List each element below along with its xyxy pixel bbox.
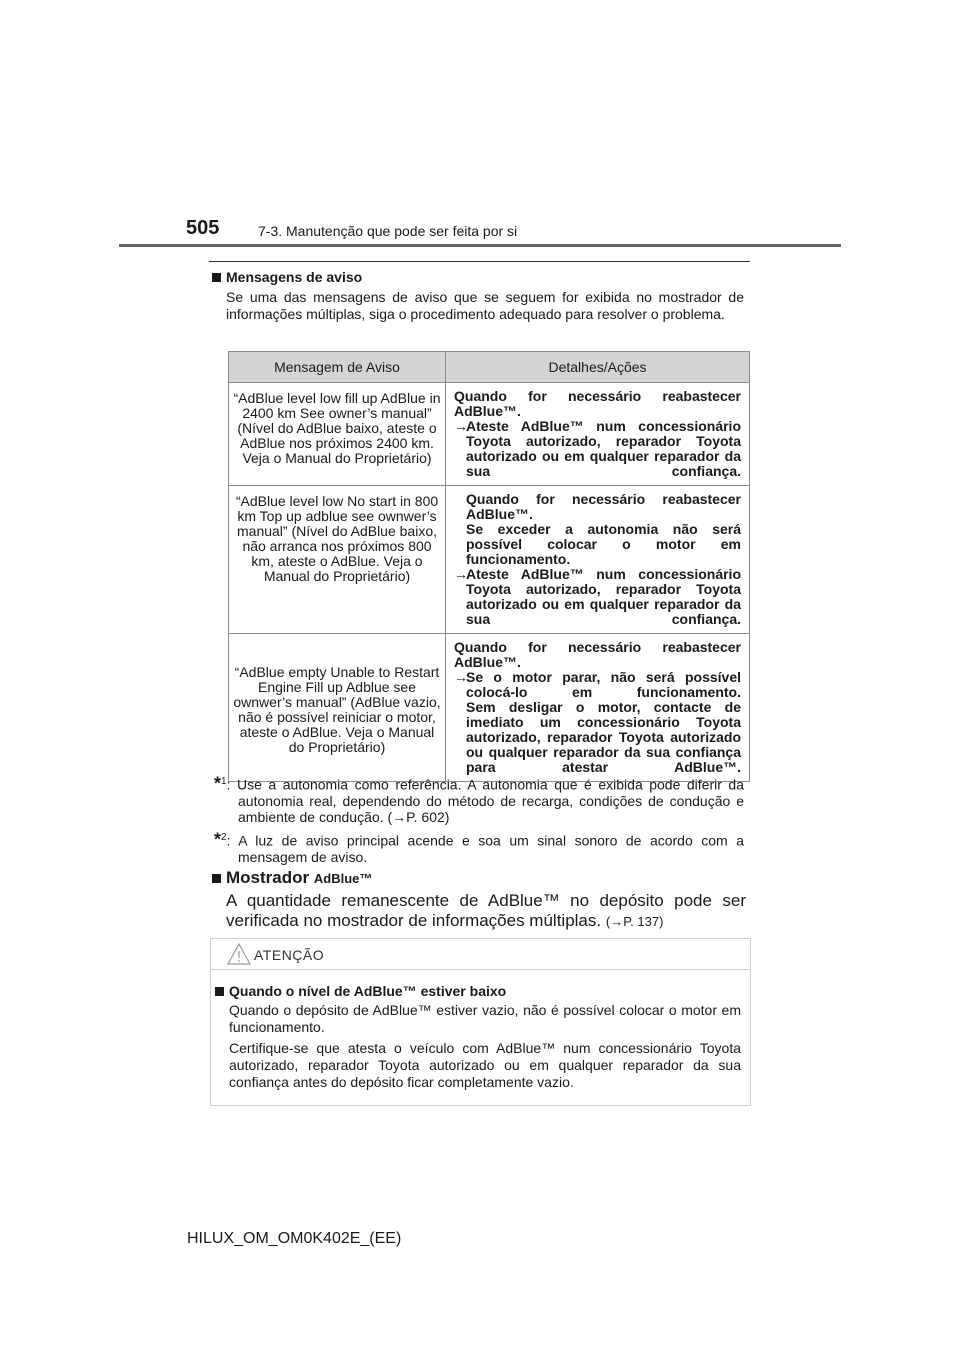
- warning-messages-intro: Se uma das mensagens de aviso que se seguem for exibida no mostrador de informações múltiplas, siga o procedimento adequado para resolver o problema.: [226, 289, 744, 322]
- table-row: [229, 634, 750, 782]
- warning-message-table: [228, 351, 750, 782]
- attention-paragraph: Quando o depósito de AdBlue™ estiver vazio, não é possível colocar o motor em funcionamento.: [229, 1002, 741, 1035]
- square-bullet-icon: [212, 273, 221, 282]
- column-header-details: Detalhes/Ações: [446, 352, 750, 383]
- warning-action-cell: Quando for necessário reabastecer AdBlue™. →Se o motor parar, não será possível colocá-lo em funcionamento. Sem desligar o motor, contacte de imediato um concessionário Toyota autorizado, reparador Toyota autorizado ou qualquer reparador da sua confiança para atestar AdBlue™.: [446, 634, 750, 782]
- page-reference-link[interactable]: (→P. 137): [605, 914, 664, 929]
- warning-action-cell: Quando for necessário reabastecer AdBlue™. Se exceder a autonomia não será possível colocar o motor em funcionamento. →Ateste AdBlue™ num concessionário Toyota autorizado, reparador Toyota autorizado ou em qualquer reparador da sua confiança.: [446, 486, 750, 634]
- attention-header: [211, 939, 750, 970]
- square-bullet-icon: [212, 874, 221, 883]
- attention-paragraph: Certifique-se que atesta o veículo com AdBlue™ num concessionário Toyota autorizado, reparador Toyota autorizado ou em qualquer reparador da sua confiança antes do depósito ficar completamente vazio.: [229, 1040, 741, 1090]
- content-divider: [209, 261, 750, 262]
- header-divider: [119, 244, 841, 247]
- table-header-row: [229, 352, 750, 383]
- warning-action-cell: Quando for necessário reabastecer AdBlue™. →Ateste AdBlue™ num concessionário Toyota autorizado, reparador Toyota autorizado ou em qualquer reparador da sua confiança.: [446, 383, 750, 486]
- warning-message-cell: “AdBlue empty Unable to Restart Engine Fill up Adblue see ownwer’s manual” (AdBlue vazio, não é possível reiniciar o motor, ateste o AdBlue. Veja o Manual do Proprietário): [229, 634, 446, 782]
- arrow-right-icon: →: [454, 566, 468, 582]
- arrow-right-icon: →: [454, 418, 468, 434]
- attention-title: ATENÇÃO: [254, 947, 325, 963]
- warning-message-cell: “AdBlue level low No start in 800 km Top up adblue see ownwer’s manual” (Nível do AdBlue baixo, não arranca nos próximos 800 km, ateste o AdBlue. Veja o Manual do Proprietário): [229, 486, 446, 634]
- warning-messages-heading: Mensagens de aviso: [212, 269, 362, 285]
- column-header-message: Mensagem de Aviso: [229, 352, 446, 383]
- adblue-display-heading: Mostrador AdBlue™: [212, 868, 372, 888]
- document-code: HILUX_OM_OM0K402E_(EE): [187, 1230, 402, 1247]
- section-title: 7-3. Manutenção que pode ser feita por si: [258, 223, 518, 239]
- footnote-2: *$^2$: A luz de aviso principal acende e soa um sinal sonoro de acordo com a mensagem de aviso.: [214, 829, 744, 865]
- warning-triangle-icon: [227, 942, 251, 966]
- warning-message-cell: “AdBlue level low fill up AdBlue in 2400 km See owner’s manual” (Nível do AdBlue baixo, ateste o AdBlue nos próximos 2400 km. Veja o Manual do Proprietário): [229, 383, 446, 486]
- square-bullet-icon: [215, 987, 224, 996]
- arrow-right-icon: →: [454, 669, 468, 685]
- page-number: 505: [186, 217, 220, 239]
- adblue-display-text: A quantidade remanescente de AdBlue™ no depósito pode ser verificada no mostrador de informações múltiplas. (→P. 137): [226, 891, 746, 930]
- attention-box: [210, 938, 751, 1106]
- table-row: [229, 486, 750, 634]
- footnote-1: *$^1$: Use a autonomia como referência. A autonomia que é exibida pode diferir da autonomia real, dependendo do método de recarga, condições de condução e ambiente de condução. (→P. 602): [214, 773, 744, 825]
- attention-subheading: Quando o nível de AdBlue™ estiver baixo: [215, 983, 506, 999]
- table-row: [229, 383, 750, 486]
